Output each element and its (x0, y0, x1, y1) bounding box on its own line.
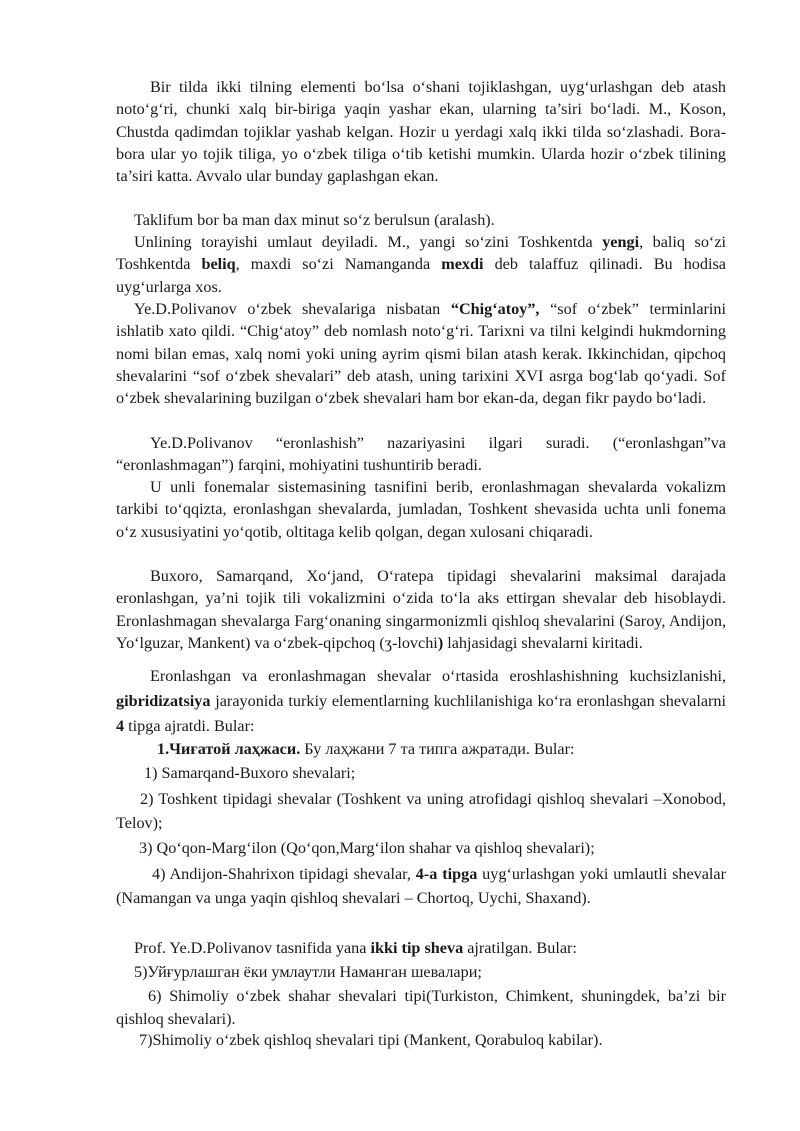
paragraph-hybridization (116, 664, 726, 739)
bold-term: “Chig‘atoy”, (450, 300, 540, 318)
list-item-text: 7)Shimoliy o‘zbek qishloq shevalari tipi (Mankent, Qorabuloq kabilar). (139, 1031, 603, 1049)
list-item-7 (139, 1029, 603, 1051)
list-item-2 (116, 787, 726, 835)
text-run: lahjasidagi shevalarni kiritadi. (443, 633, 643, 652)
bold-term: 4 (116, 717, 125, 735)
text-run: uyg‘urlashgan yoki umlautli shevalar (Namangan va unga yaqin qishloq shevalari – Chortoq, Uychi, Shaxand). (116, 865, 727, 907)
list-item-3 (139, 837, 595, 859)
bold-term: beliq (201, 255, 236, 274)
text-run: Ye.D.Polivanov o‘zbek shevalariga nisbatan (134, 300, 451, 318)
paragraph-text: U unli fonemalar sistemasining tasnifini berib, eronlashmagan shevalarda vokalizm tarkibi to‘qqizta, eronlashgan shevalarda, jumladan, Toshkent shevasida uchta unli fonema o‘z xususiyatini yo‘qotib, oltitaga kelib qolgan, degan xulosani chiqaradi. (116, 478, 726, 541)
text-run: Unlining torayishi umlaut deyiladi. M., yangi so‘zini Toshkentda (134, 233, 603, 251)
text-run: Prof. Ye.D.Polivanov tasnifida yana (134, 939, 371, 957)
bold-term: ) (437, 633, 444, 652)
text-run: tipga ajratdi. Bular: (124, 717, 255, 735)
paragraph-iranization (116, 432, 726, 477)
text-run: 4) Andijon-Shahrixon tipidagi shevalar, (152, 865, 416, 883)
text-run: Buxoro, Samarqand, Xo‘jand, O‘ratepa tipidagi shevalarini maksimal darajada eronlashgan, ya’ni tojik tili vokalizmini o‘zida to‘la aks ettirgan shevalar deb hisoblaydi. Eronlashmagan shevalarga Farg‘onaning singarmonizmli qishloq shevalarini (Saroy, Andijon, Yo‘lguzar, Mankent) va o‘zbek-qipchoq (ʒ-lovchi (116, 567, 726, 652)
text-run: Eronlashgan va eronlashmagan shevalar o‘rtasida eroshlashishning kuchsizlanishi, (150, 667, 726, 685)
text-run: “sof o‘zbek” terminlarini ishlatib xato qildi. “Chig‘atoy” deb nomlash noto‘g‘ri. Tarixni va tilni kelgindi hukmdorning nomi bilan emas, xalq nomi yoki uning ayrim qismi bilan atash kerak. Ikkinchidan, qipchoq shevalarini “sof o‘zbek shevalari” deb atash, uning tarixini XVI asrga bog‘lab qo‘yadi. Sof o‘zbek shevalarining buzilgan o‘zbek shevalari ham bor ekan-da, degan fikr paydo bo‘ladi. (116, 300, 726, 408)
paragraph-dialect-groups (116, 565, 726, 654)
paragraph-example-mixed (134, 209, 495, 231)
text-run: , maxdi so‘zi Namanganda (235, 255, 442, 274)
bold-term: 1.Чиғатой лаҳжаси. (157, 740, 301, 758)
paragraph-vowel-system (116, 476, 726, 543)
text-run: Бу лаҳжани 7 та типга ажратади. Bular: (300, 740, 575, 758)
paragraph-umlaut (116, 231, 726, 298)
paragraph-two-more-types (134, 937, 577, 959)
paragraph-text: Ye.D.Polivanov “eronlashish” nazariyasini ilgari suradi. (“eronlashgan”va “eronlashmagan”) farqini, mohiyatini tushuntirib beradi. (116, 434, 726, 475)
paragraph-polivanov-terms (116, 298, 726, 409)
list-item-1 (144, 762, 355, 784)
text-run: ajratilgan. Bular: (463, 939, 577, 957)
list-item-text: 6) Shimoliy o‘zbek shahar shevalari tipi(Turkiston, Chimkent, shuningdek, ba’zi bir qishloq shevalari). (116, 987, 726, 1028)
bold-term: mexdi (441, 255, 484, 274)
list-item-text: 1) Samarqand-Buxoro shevalari; (144, 764, 356, 782)
text-run: deb talaffuz qilinadi. Bu hodisa uyg‘urlarga xos. (116, 255, 726, 296)
paragraph-text: Bir tilda ikki tilning elementi bo‘lsa o‘shani tojiklashgan, uyg‘urlashgan deb atash noto‘g‘ri, chunki xalq bir-biriga yaqin yashar ekan, ularning ta’siri bo‘ladi. M., Koson, Chustda qadimdan tojiklar yashab kelgan. Hozir u yerdagi xalq ikki tilda so‘zlashadi. Bora-bora ular yo tojik tiliga, yo o‘zbek tiliga o‘tib ketishi mumkin. Ularda hozir o‘zbek tilining ta’siri katta. Avvalo ular bunday gaplashgan ekan. (116, 78, 726, 186)
list-item-4 (116, 862, 726, 910)
paragraph-mixed-language (116, 76, 726, 187)
list-item-6 (116, 985, 726, 1031)
bold-term: ikki tip sheva (370, 939, 464, 957)
text-run: , baliq so‘zi Toshkentda (116, 233, 726, 274)
section-heading-chigatoy (157, 738, 574, 760)
bold-term: yengi (602, 233, 640, 251)
bold-term: 4-a tipga (415, 865, 478, 883)
paragraph-text: Taklifum bor ba man dax minut so‘z berulsun (aralash). (134, 211, 495, 229)
list-item-5 (134, 961, 482, 983)
list-item-text: 3) Qo‘qon-Marg‘ilon (Qo‘qon,Marg‘ilon shahar va qishloq shevalari); (139, 839, 595, 857)
text-run: jarayonida turkiy elementlarning kuchlilanishiga ko‘ra eronlashgan shevalarni (210, 692, 726, 710)
list-item-text: 5)Уйғурлашган ёки умлаутли Наманган шевалари; (134, 963, 482, 981)
list-item-text: 2) Toshkent tipidagi shevalar (Toshkent va uning atrofidagi qishloq shevalari –Xonobod, Telov); (116, 790, 726, 832)
bold-term: gibridizatsiya (116, 692, 211, 710)
